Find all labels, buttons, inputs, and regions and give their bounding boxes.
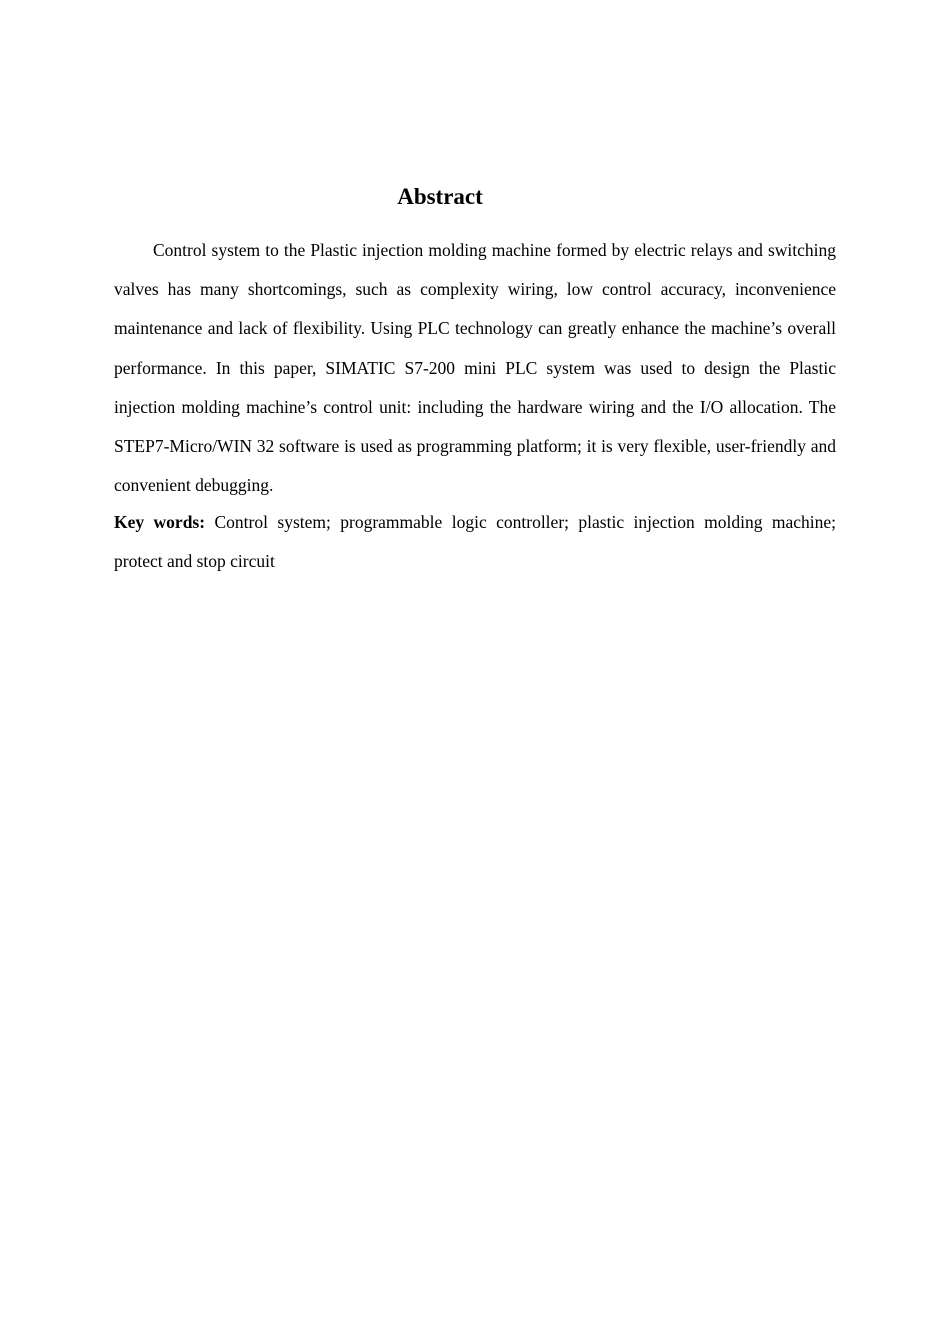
abstract-title: Abstract bbox=[397, 184, 483, 209]
keywords-label: Key words: bbox=[114, 512, 206, 532]
keywords-text: Control system; programmable logic controller; plastic injection molding machine; protect and stop circuit bbox=[114, 512, 837, 572]
keywords-paragraph bbox=[114, 503, 836, 581]
abstract-body: Control system to the Plastic injection molding machine formed by electric relays and switching valves has many shortcomings, such as complexity wiring, low control accuracy, inconvenience maintenance and lack of flexibility. Using PLC technology can greatly enhance the machine’s overall performance. In this paper, SIMATIC S7-200 mini PLC system was used to design the Plastic injection molding machine’s control unit: including the hardware wiring and the I/O allocation. The STEP7-Micro/WIN 32 software is used as programming platform; it is very flexible, user-friendly and convenient debugging. bbox=[114, 240, 836, 496]
